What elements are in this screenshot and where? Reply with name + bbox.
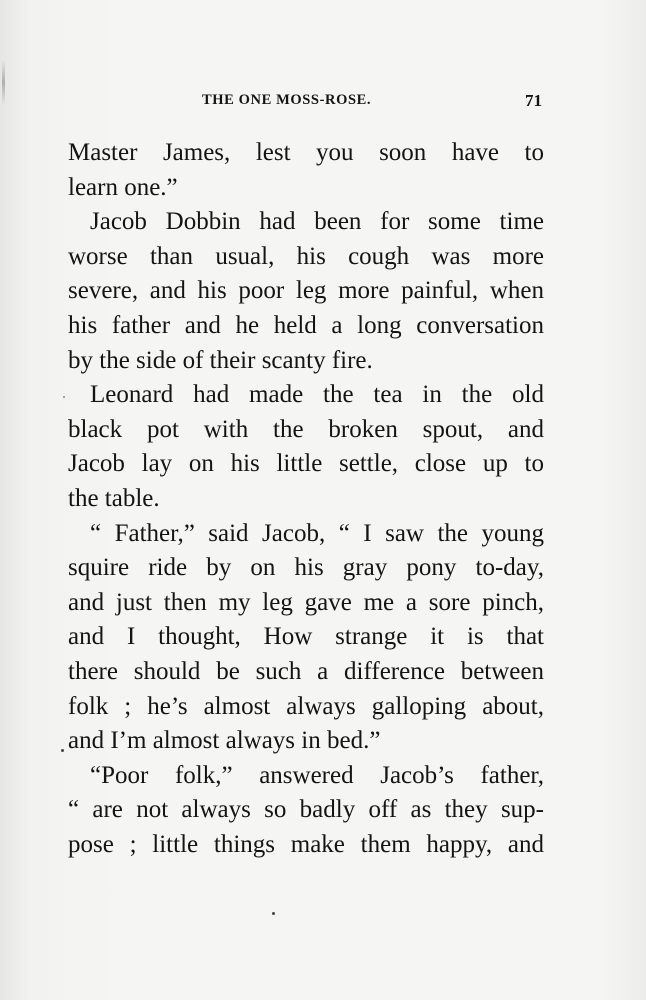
text-line: “Poor folk,” answered Jacob’s father, bbox=[90, 761, 544, 789]
body-text bbox=[68, 136, 544, 862]
running-head bbox=[68, 92, 546, 114]
text-line: Jacob lay on his little settle, close up to bbox=[68, 450, 544, 478]
print-speck bbox=[272, 912, 275, 915]
text-line: the table. bbox=[68, 484, 160, 512]
text-line: severe, and his poor leg more painful, when bbox=[68, 277, 544, 305]
text-line: and just then my leg gave me a sore pinch, bbox=[68, 588, 544, 616]
text-line: squire ride by on his gray pony to-day, bbox=[68, 554, 544, 582]
text-line: and I’m almost always in bed.” bbox=[68, 727, 381, 755]
text-line: “ Father,” said Jacob, “ I saw the young bbox=[90, 519, 544, 547]
page-number: 71 bbox=[525, 91, 542, 110]
text-line: “ are not always so badly off as they sup- bbox=[68, 796, 544, 824]
text-line: Jacob Dobbin had been for some time bbox=[90, 208, 544, 236]
text-line: black pot with the broken spout, and bbox=[68, 415, 544, 443]
print-speck bbox=[61, 749, 64, 752]
text-line: pose ; little things make them happy, and bbox=[68, 830, 544, 858]
text-line: learn one.” bbox=[68, 173, 178, 201]
text-line: Master James, lest you soon have to bbox=[68, 139, 544, 166]
text-line: his father and he held a long conversation bbox=[68, 311, 544, 339]
running-head-title: THE ONE MOSS-ROSE. bbox=[202, 92, 372, 108]
text-line: folk ; he’s almost always galloping about, bbox=[68, 692, 544, 720]
text-line: worse than usual, his cough was more bbox=[68, 242, 544, 270]
text-line: by the side of their scanty fire. bbox=[68, 346, 373, 374]
text-line: there should be such a difference between bbox=[68, 657, 544, 685]
text-line: Leonard had made the tea in the old bbox=[90, 381, 544, 409]
print-speck bbox=[63, 396, 65, 398]
page-edge-shadow bbox=[2, 60, 5, 105]
text-line: and I thought, How strange it is that bbox=[68, 623, 544, 651]
